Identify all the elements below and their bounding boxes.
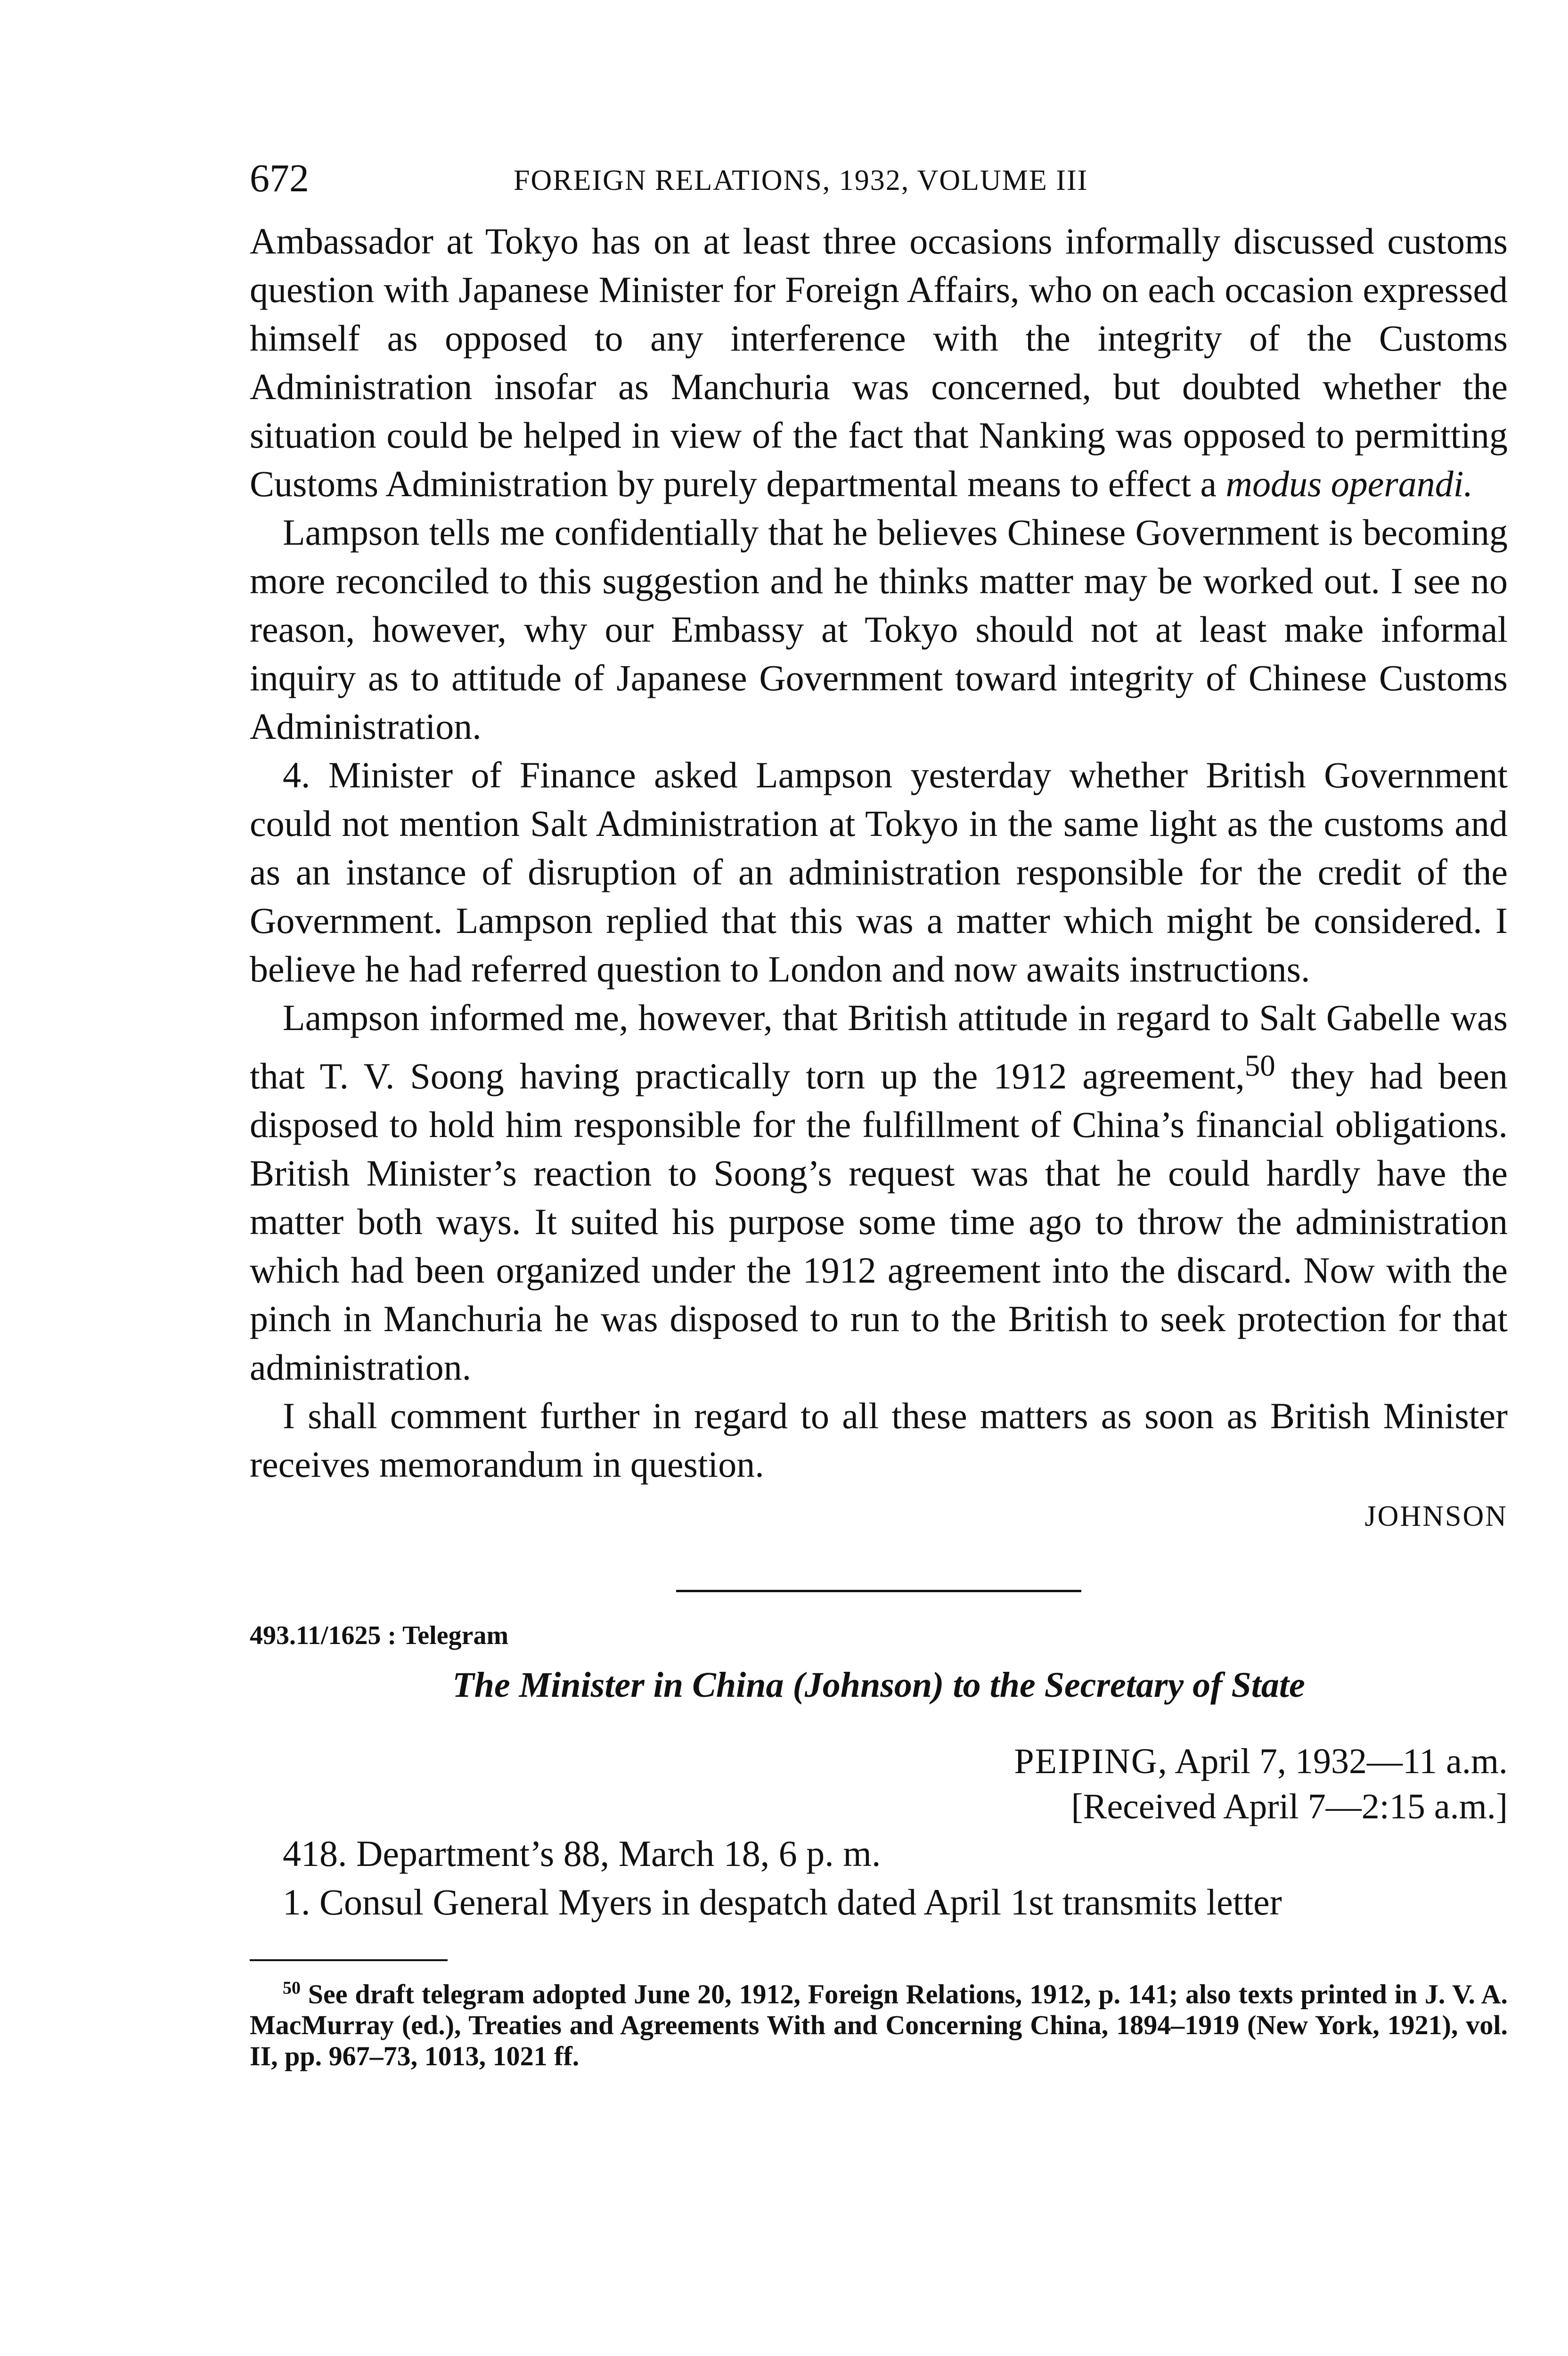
page-number: 672: [250, 156, 309, 200]
paragraph-2: Lampson tells me confidentially that he believes Chinese Government is becoming more reconciled to this suggestion and he thinks matter may be worked out. I see no reason, however, why our Embassy at Tokyo should not at least make informal inquiry as to attitude of Japanese Government toward integrity of Chinese Customs Administration.: [250, 512, 1508, 747]
file-reference: 493.11/1625 : Telegram: [250, 1621, 509, 1650]
place: PEIPING,: [1014, 1742, 1168, 1781]
paragraph-4-text-b: they had been disposed to hold him responsible for the fulfillment of China’s financial obligations. British Minister’s reaction to Soong’s request was that he could hardly have the matter both ways. It suited his purpose some time ago to throw the administration which had been organized under the 1912 agreement into the discard. Now with the pinch in Manchuria he was disposed to run to the British to seek protection for that administration.: [250, 1055, 1508, 1388]
paragraph-1: [250, 217, 1508, 508]
date: April 7, 1932—11 a.m.: [1168, 1742, 1508, 1781]
footnote-marker: 50: [283, 1978, 301, 1998]
paragraph-1-text: Ambassador at Tokyo has on at least three occasions informally discussed customs question with Japanese Minister for Foreign Affairs, who on each occasion expressed himself as opposed to any interference with the integrity of the Customs Administration insofar as Manchuria was concerned, but doubted whether the situation could be helped in view of the fact that Nanking was opposed to permitting Customs Administration by purely departmental means to effect a: [250, 221, 1508, 504]
footnote-text: See draft telegram adopted June 20, 1912, Foreign Relations, 1912, p. 141; also texts printed in J. V. A. MacMurray (ed.), Treaties and Agreements With and Concerning China, 1894–1919 (New York, 1921), vol. II, pp. 967–73, 1013, 1021 ff.: [250, 1979, 1508, 2072]
telegram-body: [250, 1829, 1508, 1926]
section-divider: [676, 1590, 1081, 1592]
running-head: FOREIGN RELATIONS, 1932, VOLUME III: [514, 164, 1088, 196]
telegram-line-1: 418. Department’s 88, March 18, 6 p. m.: [283, 1833, 881, 1874]
signature: JOHNSON: [1364, 1500, 1508, 1532]
telegram-line-2: 1. Consul General Myers in despatch dated April 1st transmits letter: [283, 1882, 1282, 1922]
paragraph-3: 4. Minister of Finance asked Lampson yesterday whether British Government could not mention Salt Administration at Tokyo in the same light as the customs and as an instance of disruption of an administration responsible for the credit of the Government. Lampson replied that this was a matter which might be considered. I believe he had referred question to London and now awaits instructions.: [250, 754, 1508, 990]
footnote-reference: 50: [1244, 1049, 1275, 1083]
date-line: [250, 1739, 1508, 1784]
dateline: [250, 1739, 1508, 1829]
paragraph-1-italic: modus operandi.: [1225, 463, 1473, 504]
paragraph-4-text-a: Lampson informed me, however, that British attitude in regard to Salt Gabelle was that T. V. Soong having practically torn up the 1912 agreement,: [250, 997, 1508, 1096]
document-title: The Minister in China (Johnson) to the Secretary of State: [452, 1665, 1305, 1705]
footnote: [250, 1972, 1508, 2072]
page-header: [250, 155, 1508, 217]
paragraph-5: I shall comment further in regard to all these matters as soon as British Minister receives memorandum in question.: [250, 1395, 1508, 1485]
paragraph-4: [250, 993, 1508, 1391]
document-page: [250, 155, 1508, 2072]
received-line: [Received April 7—2:15 a.m.]: [1071, 1787, 1508, 1826]
body-text: [250, 217, 1508, 1489]
footnote-divider: [250, 1959, 448, 1961]
